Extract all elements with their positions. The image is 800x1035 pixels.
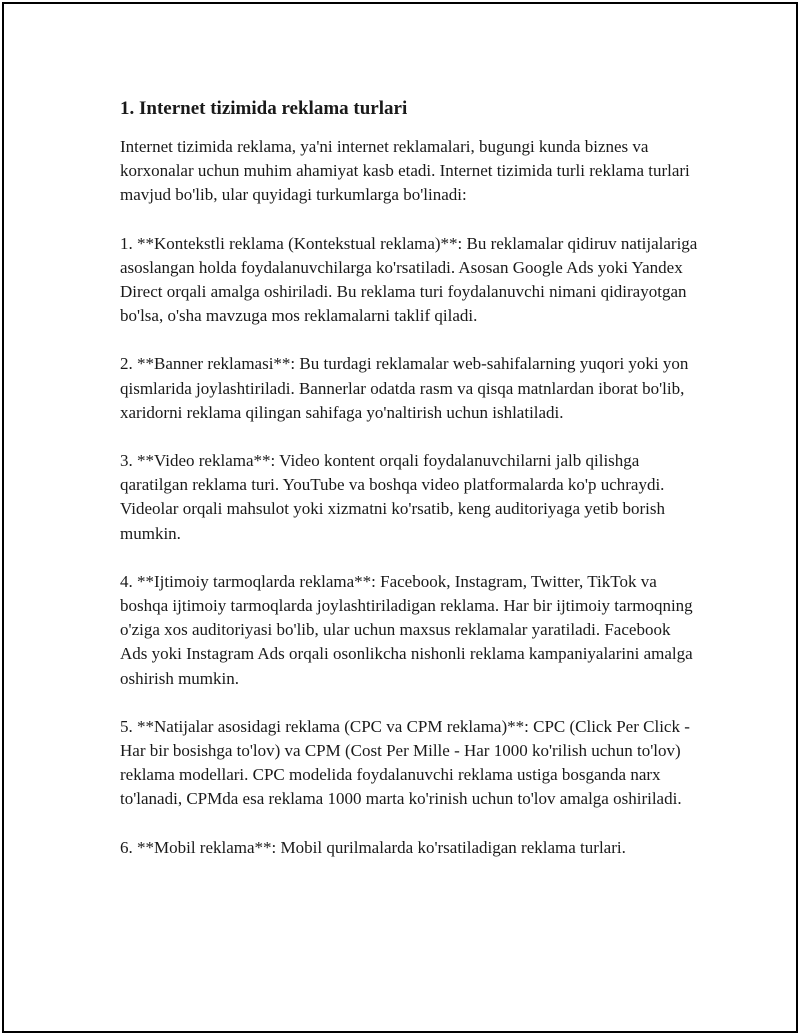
list-item-performance-ads: 5. **Natijalar asosidagi reklama (CPC va CPM reklama)**: CPC (Click Per Click - Har bir bosishga to'lov) va CPM (Cost Per Mille - Har 1000 ko'rilish uchun to'lov) reklama modellari. CPC modelida foydalanuvchi reklama ustiga bosganda narx to'lanadi, CPMda esa reklama 1000 marta ko'rinish uchun to'lov amalga oshiriladi.	[120, 716, 690, 809]
document-page	[2, 2, 798, 1033]
list-item-contextual-ads: 1. **Kontekstli reklama (Kontekstual reklama)**: Bu reklamalar qidiruv natijalariga asoslangan holda foydalanuvchilarga ko'rsatiladi. Asosan Google Ads yoki Yandex Direct orqali amalga oshiriladi. Bu reklama turi foydalanuvchi nimani qidirayotgan bo'lsa, o'sha mavzuga mos reklamalarni taklif qiladi.	[120, 233, 698, 326]
list-item-mobile-ads: 6. **Mobil reklama**: Mobil qurilmalarda ko'rsatiladigan reklama turlari.	[120, 837, 626, 857]
list-item-social-ads: 4. **Ijtimoiy tarmoqlarda reklama**: Facebook, Instagram, Twitter, TikTok va boshqa ijtimoiy tarmoqlarda joylashtiriladigan reklama. Har bir ijtimoiy tarmoqning o'ziga xos auditoriyasi bo'lib, ular uchun maxsus reklamalar yaratiladi. Facebook Ads yoki Instagram Ads orqali osonlikcha nishonli reklama kampaniyalarini amalga oshirish mumkin.	[120, 571, 693, 688]
intro-paragraph: Internet tizimida reklama, ya'ni internet reklamalari, bugungi kunda biznes va korxonalar uchun muhim ahamiyat kasb etadi. Internet tizimida turli reklama turlari mavjud bo'lib, ular quyidagi turkumlarga bo'linadi:	[120, 137, 690, 205]
list-item-banner-ads: 2. **Banner reklamasi**: Bu turdagi reklamalar web-sahifalarning yuqori yoki yon qismlarida joylashtiriladi. Bannerlar odatda rasm va qisqa matnlardan iborat bo'lib, xaridorni reklama qilingan sahifaga yo'naltirish uchun ishlatiladi.	[120, 354, 689, 422]
section-heading: 1. Internet tizimida reklama turlari	[120, 98, 408, 119]
document-content	[120, 96, 700, 884]
list-item-video-ads: 3. **Video reklama**: Video kontent orqali foydalanuvchilarni jalb qilishga qaratilgan reklama turi. YouTube va boshqa video platformalarda ko'p uchraydi. Videolar orqali mahsulot yoki xizmatni ko'rsatib, keng auditoriyaga yetib borish mumkin.	[120, 451, 665, 543]
